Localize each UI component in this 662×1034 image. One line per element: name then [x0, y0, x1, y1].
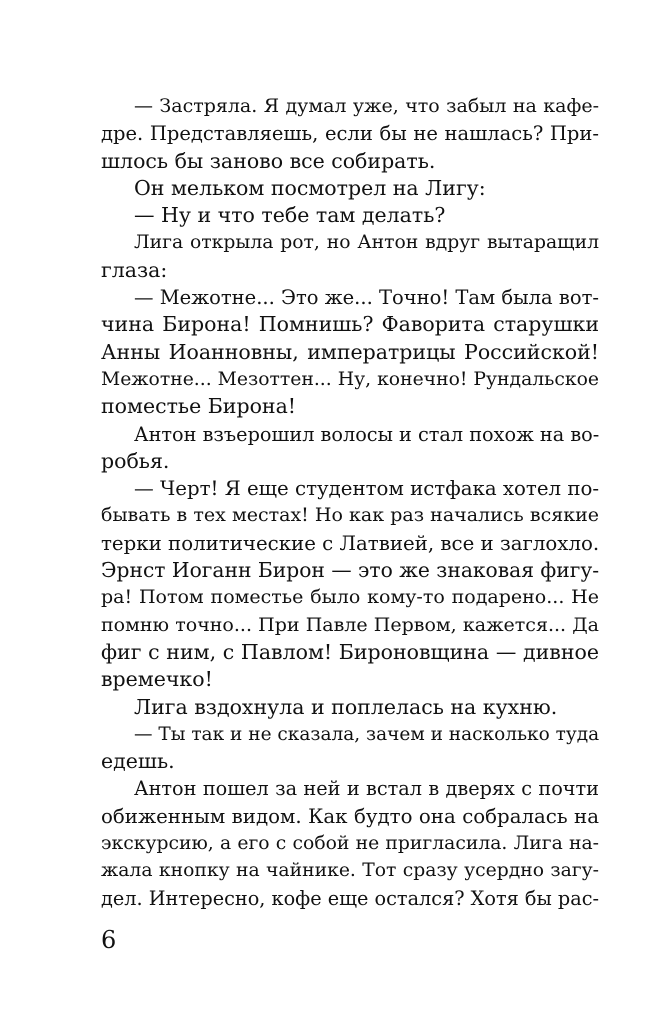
text-line: бывать в тех местах! Но как раз начались всякие [101, 504, 599, 527]
text-line: Антон пошел за ней и встал в дверях с почти [134, 777, 599, 801]
text-line: поместье Бирона! [101, 394, 297, 419]
text-line: Лига открыла рот, но Антон вдруг вытаращил [134, 232, 599, 254]
text-line: робья. [101, 448, 170, 473]
text-line: — Черт! Я еще студентом истфака хотел по- [134, 477, 600, 501]
text-line: Эрнст Иоганн Бирон — это же знаковая фигу- [101, 558, 600, 583]
text-line: Антон взъерошил волосы и стал похож на во- [134, 422, 600, 446]
text-line: едешь. [101, 749, 175, 774]
page-number: 6 [101, 926, 117, 954]
text-line: терки политические с Латвией, все и заглохло. [101, 531, 600, 555]
text-line: дре. Представляешь, если бы не нашлась? При- [101, 122, 599, 146]
text-line: шлось бы заново все собирать. [101, 148, 436, 173]
body-text [101, 93, 599, 912]
text-line: ра! Потом поместье было кому-то подарено... Не [101, 586, 599, 609]
text-line: обиженным видом. Как будто она собралась на [101, 804, 599, 828]
text-line: Межотне... Мезоттен... Ну, конечно! Рундальское [101, 368, 599, 390]
text-line: помню точно... При Павле Первом, кажется... Да [101, 613, 599, 636]
text-line: Он мельком посмотрел на Лигу: [134, 175, 486, 200]
text-line: времечко! [101, 667, 213, 692]
text-line: — Ты так и не сказала, зачем и насколько туда [134, 723, 600, 745]
text-line: Анны Иоанновны, императрицы Российской! [101, 339, 599, 364]
text-line: жала кнопку на чайнике. Тот сразу усердно загу- [101, 860, 599, 882]
text-line: дел. Интересно, кофе еще остался? Хотя бы рас- [101, 886, 599, 910]
text-line: — Межотне... Это же... Точно! Там была вот- [134, 286, 599, 310]
text-line: фиг с ним, с Павлом! Бироновщина — дивное [101, 639, 599, 664]
text-line: — Застряла. Я думал уже, что забыл на кафе- [134, 95, 599, 117]
text-line: глаза: [101, 257, 168, 282]
text-line: экскурсию, а его с собой не пригласила. Лига на- [101, 833, 599, 855]
text-line: Лига вздохнула и поплелась на кухню. [134, 694, 558, 719]
text-line: — Ну и что тебе там делать? [134, 203, 446, 228]
text-line: чина Бирона! Помнишь? Фаворита старушки [101, 312, 599, 337]
